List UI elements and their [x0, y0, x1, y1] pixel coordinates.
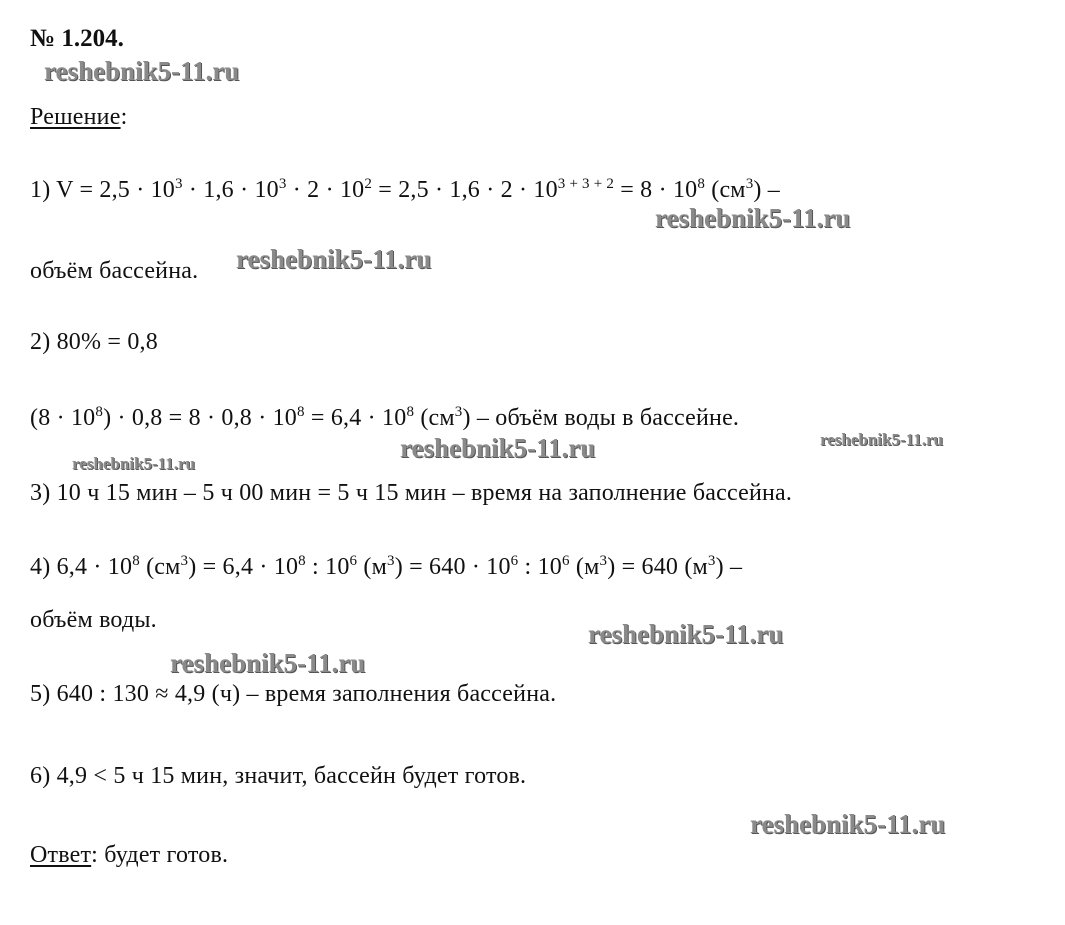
step-3-line: 3) 10 ч 15 мин – 5 ч 00 мин = 5 ч 15 мин – время на заполнение бассейна.	[30, 480, 793, 506]
answer-label: Ответ	[30, 842, 92, 868]
watermark: reshebnik5-11.ru	[400, 433, 596, 463]
watermark: reshebnik5-11.ru	[236, 244, 432, 274]
step-2-calc-line: $(8 \cdot 10^8) \cdot 0,8 = 8 \cdot 0,8 \cdot 10^8 = 6,4 \cdot 10^8$ $(см^3)$ – объём воды в бассейне.	[30, 404, 740, 431]
step-6-line: 6) 4,9 < 5 ч 15 мин, значит, бассейн будет готов.	[30, 763, 527, 789]
solution-colon: :	[120, 104, 128, 130]
answer-line	[30, 840, 228, 870]
watermark: reshebnik5-11.ru	[820, 430, 943, 449]
step-5-line: 5) 640 : 130 ≈ 4,9 (ч) – время заполнения бассейна.	[30, 681, 557, 707]
watermark: reshebnik5-11.ru	[750, 809, 946, 839]
step-1-line: 1) $V = 2,5 \cdot 10^3 \cdot 1,6 \cdot 10^3 \cdot 2 \cdot 10^2 = 2,5 \cdot 1,6 \cdot 2 \cdot 10^{3 + 3 + 2} = 8 \cdot 10^8$ $(см^3)$ –	[30, 176, 780, 203]
watermark: reshebnik5-11.ru	[655, 203, 851, 233]
answer-text: : будет готов.	[91, 842, 229, 868]
step-1-continuation: объём бассейна.	[30, 258, 199, 284]
watermark: reshebnik5-11.ru	[170, 648, 366, 678]
watermark: reshebnik5-11.ru	[72, 454, 195, 473]
step-2-line: 2) 80% = 0,8	[30, 329, 158, 355]
step-4-continuation: объём воды.	[30, 607, 157, 633]
step-4-line: 4) $6,4 \cdot 10^8$ $(см^3) = 6,4 \cdot 10^8$ : $10^6$ $(м^3) = 640 \cdot 10^6$ : $10^6$ $(м^3) = 640$ $(м^3)$ –	[30, 553, 743, 580]
watermark: reshebnik5-11.ru	[44, 56, 240, 86]
problem-number: № 1.204.	[30, 25, 124, 52]
solution-heading	[30, 102, 127, 132]
solution-label: Решение	[30, 104, 121, 130]
watermark: reshebnik5-11.ru	[588, 619, 784, 649]
